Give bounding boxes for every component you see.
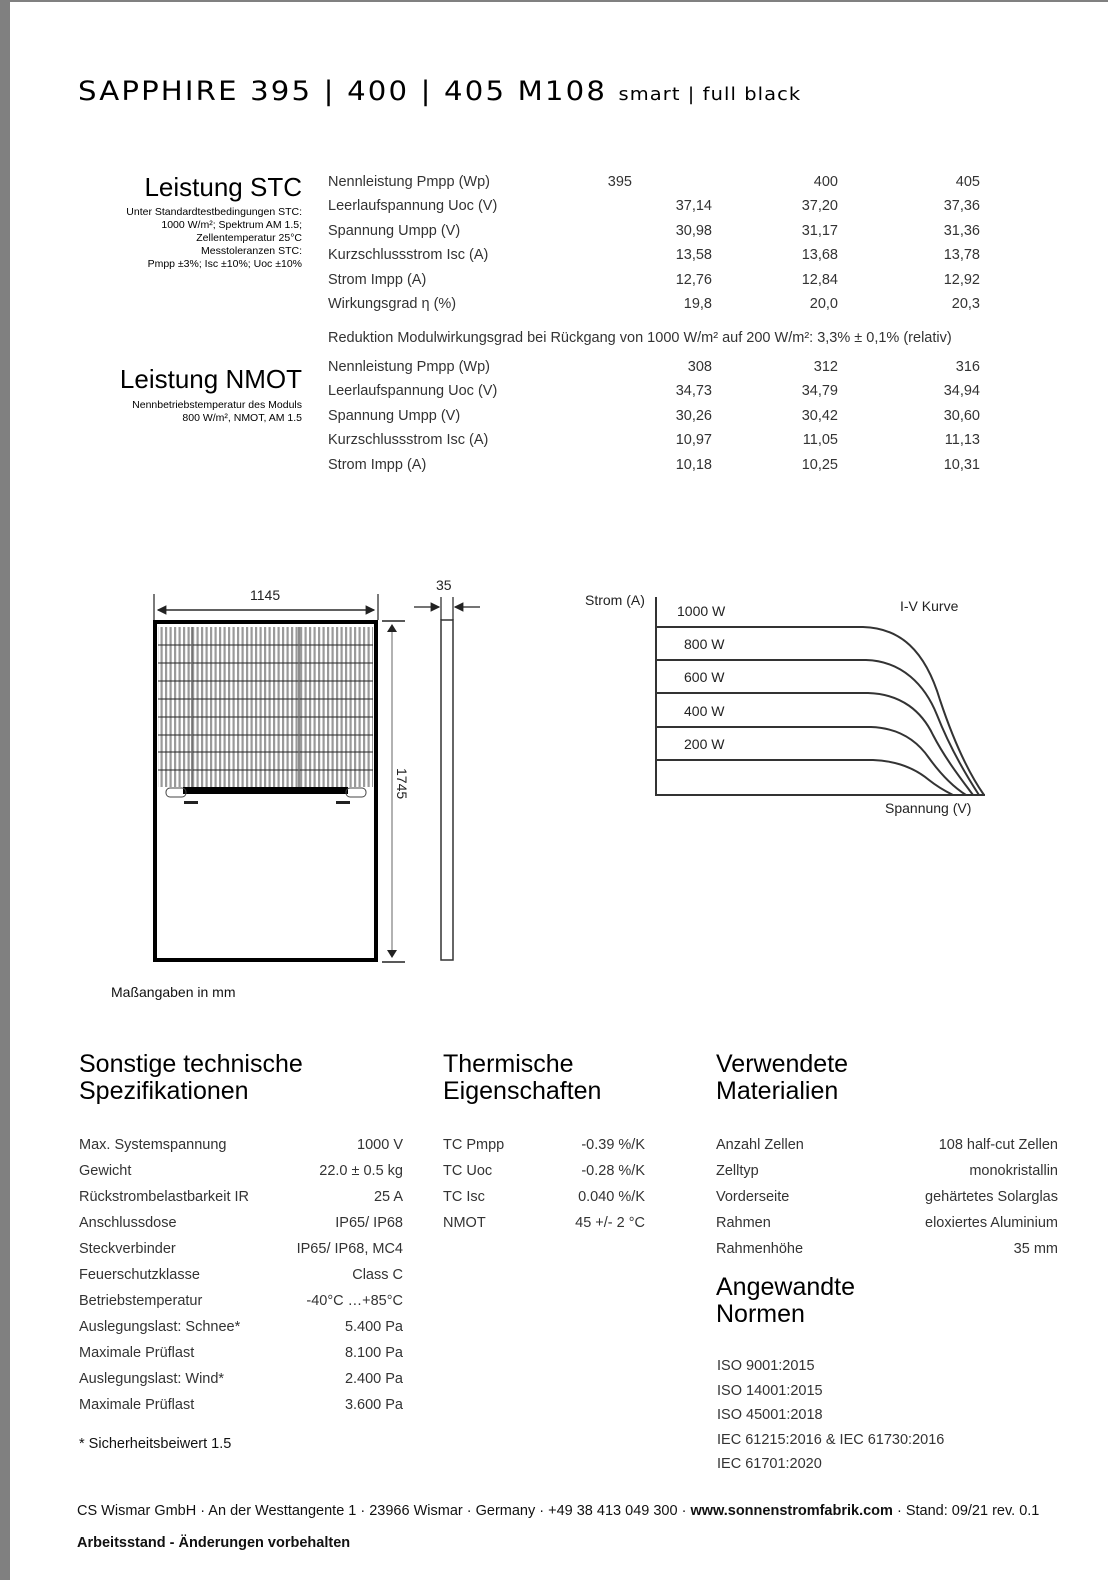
spec-label: Anzahl Zellen (716, 1137, 804, 1153)
spec-row (443, 1184, 645, 1210)
other-specs-heading (79, 1051, 303, 1105)
value-400: 37,20 (801, 198, 838, 215)
spec-value: -0.28 %/K (581, 1163, 645, 1179)
value-395: 12,76 (675, 271, 712, 288)
value-400: 312 (813, 359, 838, 375)
spec-label: Anschlussdose (79, 1215, 177, 1231)
row-label: Spannung Umpp (V) (328, 407, 461, 424)
spec-row (716, 1236, 1058, 1262)
row-label: Kurzschlussstrom Isc (A) (328, 247, 489, 264)
spec-value: 3.600 Pa (344, 1397, 403, 1413)
iv-curve-label: 1000 W (677, 603, 726, 619)
materials-table (716, 1132, 1058, 1262)
norm-item: IEC 61215:2016 & IEC 61730:2016 (717, 1431, 945, 1448)
value-405: 13,78 (943, 247, 980, 264)
spec-row (79, 1236, 403, 1262)
spec-row (716, 1158, 1058, 1184)
spec-row (79, 1262, 403, 1288)
spec-value: 1000 V (357, 1137, 403, 1153)
website-link[interactable]: www.sonnenstromfabrik.com (690, 1503, 893, 1519)
value-405: 30,60 (943, 407, 980, 424)
stc-heading: Leistung STC (144, 172, 302, 202)
spec-row (79, 1288, 403, 1314)
spec-row (79, 1210, 403, 1236)
value-395: 30,98 (675, 222, 712, 239)
spec-label: TC Uoc (443, 1163, 493, 1179)
nmot-desc-line: 800 W/m², NMOT, AM 1.5 (182, 412, 302, 424)
heading-line: Sonstige technische (79, 1050, 303, 1078)
heading-line: Angewandte (716, 1273, 856, 1301)
value-395: 30,26 (675, 407, 712, 424)
spec-value: -0.39 %/K (581, 1137, 645, 1153)
spec-label: TC Pmpp (443, 1137, 505, 1153)
spec-row (79, 1340, 403, 1366)
value-400: 13,68 (801, 247, 838, 264)
width-dimension-label: 1145 (250, 587, 281, 603)
norm-item: ISO 14001:2015 (717, 1382, 823, 1399)
spec-row (716, 1184, 1058, 1210)
norms-list (717, 1354, 944, 1477)
spec-label: Feuerschutzklasse (79, 1267, 200, 1283)
footer-stand: · Stand: 09/21 rev. 0.1 (892, 1503, 1040, 1519)
row-label: Wirkungsgrad η (%) (328, 295, 457, 312)
spec-value: 25 A (373, 1189, 403, 1205)
value-405: 34,94 (943, 383, 980, 400)
spec-row (443, 1210, 645, 1236)
spec-row (79, 1314, 403, 1340)
value-405: 20,3 (951, 295, 980, 312)
spec-value: monokristallin (969, 1163, 1058, 1179)
spec-label: Rückstrombelastbarkeit IR (79, 1189, 250, 1205)
footer-address: CS Wismar GmbH · An der Westtangente 1 · 23966 Wismar · Germany · +49 38 413 049 300 · (77, 1503, 691, 1519)
heading-line: Thermische (443, 1050, 574, 1078)
value-405: 11,13 (944, 432, 980, 449)
spec-row (716, 1132, 1058, 1158)
thermal-heading (443, 1051, 601, 1105)
other-specs-table (79, 1132, 403, 1418)
norm-item: IEC 61701:2020 (717, 1456, 822, 1472)
spec-label: Zelltyp (716, 1163, 759, 1179)
spec-label: Maximale Prüflast (79, 1345, 195, 1361)
stc-desc-line: Unter Standardtestbedingungen STC: (126, 206, 302, 218)
spec-value: IP65/ IP68 (335, 1215, 403, 1231)
value-395: 10,18 (675, 456, 712, 473)
spec-row (716, 1210, 1058, 1236)
heading-line: Verwendete (716, 1050, 849, 1078)
norm-item: ISO 9001:2015 (717, 1358, 815, 1374)
heading-line: Spezifikationen (79, 1077, 249, 1105)
value-395: 13,58 (675, 247, 712, 264)
spec-label: TC Isc (443, 1189, 485, 1205)
title-sub: smart | full black (618, 84, 802, 105)
heading-line: Eigenschaften (443, 1077, 602, 1105)
iv-curve-label: 600 W (684, 669, 725, 685)
norm-item: ISO 45001:2018 (717, 1407, 823, 1423)
value-405: 31,36 (943, 222, 980, 239)
value-400: 30,42 (801, 407, 838, 424)
footer-contact (77, 1503, 1039, 1519)
value-405: 405 (955, 174, 980, 190)
heading-line: Normen (716, 1300, 805, 1328)
value-395: 10,97 (675, 432, 712, 449)
stc-desc-line: Zellentemperatur 25°C (196, 232, 302, 244)
spec-value: 45 +/- 2 °C (575, 1215, 645, 1231)
heading-line: Materialien (716, 1077, 839, 1105)
value-405: 12,92 (943, 271, 980, 288)
height-dimension-label: 1745 (394, 768, 410, 800)
iv-y-axis-label: Strom (A) (585, 592, 645, 608)
spec-label: NMOT (443, 1215, 486, 1231)
spec-value: 0.040 %/K (578, 1189, 645, 1205)
title-main: SAPPHIRE 395 | 400 | 405 M108 (78, 76, 608, 107)
spec-row (79, 1158, 403, 1184)
row-label: Kurzschlussstrom Isc (A) (328, 432, 489, 449)
depth-dimension-label: 35 (436, 577, 452, 593)
stc-desc-line: Pmpp ±3%; Isc ±10%; Uoc ±10% (147, 258, 302, 270)
spec-row (79, 1366, 403, 1392)
iv-x-axis-label: Spannung (V) (885, 800, 972, 816)
value-400: 34,79 (801, 383, 838, 400)
spec-value: 5.400 Pa (344, 1319, 403, 1335)
row-label: Strom Impp (A) (328, 271, 427, 288)
norms-heading (716, 1274, 855, 1328)
value-395: 19,8 (683, 295, 712, 312)
spec-row (79, 1392, 403, 1418)
spec-value: Class C (352, 1267, 403, 1283)
iv-curve-label: 200 W (684, 736, 725, 752)
value-400: 12,84 (801, 271, 838, 288)
stc-desc-line: Messtoleranzen STC: (201, 245, 302, 257)
iv-curve-label: 400 W (684, 703, 725, 719)
value-400: 10,25 (801, 456, 838, 473)
spec-value: 22.0 ± 0.5 kg (319, 1163, 403, 1179)
spec-value: 35 mm (1013, 1241, 1058, 1257)
value-405: 316 (955, 359, 980, 375)
spec-label: Gewicht (79, 1163, 132, 1179)
materials-heading (716, 1051, 848, 1105)
spec-value: 8.100 Pa (344, 1345, 403, 1361)
value-400: 31,17 (801, 222, 838, 239)
value-395: 395 (607, 174, 632, 190)
spec-label: Rahmen (716, 1215, 771, 1231)
safety-factor-footnote: * Sicherheitsbeiwert 1.5 (79, 1436, 232, 1452)
value-395: 37,14 (675, 198, 712, 215)
value-395: 34,73 (675, 383, 712, 400)
row-label: Spannung Umpp (V) (328, 222, 461, 239)
spec-label: Steckverbinder (79, 1241, 176, 1257)
value-405: 37,36 (943, 198, 980, 215)
spec-row (79, 1132, 403, 1158)
spec-value: eloxiertes Aluminium (925, 1215, 1058, 1231)
spec-value: 2.400 Pa (344, 1371, 403, 1387)
value-395: 308 (687, 359, 712, 375)
row-label: Nennleistung Pmpp (Wp) (328, 359, 490, 375)
spec-label: Auslegungslast: Schnee* (79, 1319, 241, 1335)
spec-label: Vorderseite (716, 1189, 790, 1205)
thermal-table (443, 1132, 645, 1236)
spec-label: Rahmenhöhe (716, 1241, 804, 1257)
spec-row (79, 1184, 403, 1210)
spec-label: Betriebstemperatur (79, 1293, 203, 1309)
spec-row (443, 1132, 645, 1158)
spec-label: Auslegungslast: Wind* (79, 1371, 225, 1387)
row-label: Leerlaufspannung Uoc (V) (328, 383, 498, 400)
spec-label: Max. Systemspannung (79, 1137, 227, 1153)
iv-chart-title: I-V Kurve (900, 598, 959, 614)
row-label: Leerlaufspannung Uoc (V) (328, 198, 498, 215)
spec-value: IP65/ IP68, MC4 (296, 1241, 403, 1257)
value-400: 20,0 (809, 295, 838, 312)
row-label: Nennleistung Pmpp (Wp) (328, 174, 490, 190)
nmot-desc-line: Nennbetriebstemperatur des Moduls (132, 399, 302, 411)
row-label: Strom Impp (A) (328, 456, 427, 473)
value-400: 11,05 (802, 432, 838, 449)
nmot-heading: Leistung NMOT (119, 364, 302, 394)
spec-value: gehärtetes Solarglas (925, 1189, 1058, 1205)
spec-row (443, 1158, 645, 1184)
stc-desc-line: 1000 W/m²; Spektrum AM 1.5; (161, 219, 302, 231)
spec-value: 108 half-cut Zellen (938, 1137, 1058, 1153)
spec-value: -40°C …+85°C (306, 1293, 403, 1309)
spec-label: Maximale Prüflast (79, 1397, 195, 1413)
value-405: 10,31 (943, 456, 980, 473)
efficiency-reduction-note: Reduktion Modulwirkungsgrad bei Rückgang von 1000 W/m² auf 200 W/m²: 3,3% ± 0,1% (relativ) (328, 330, 952, 346)
footer-disclaimer: Arbeitsstand - Änderungen vorbehalten (77, 1535, 351, 1551)
value-400: 400 (813, 174, 838, 190)
iv-curve-label: 800 W (684, 636, 725, 652)
dimensions-caption: Maßangaben in mm (111, 984, 236, 1000)
